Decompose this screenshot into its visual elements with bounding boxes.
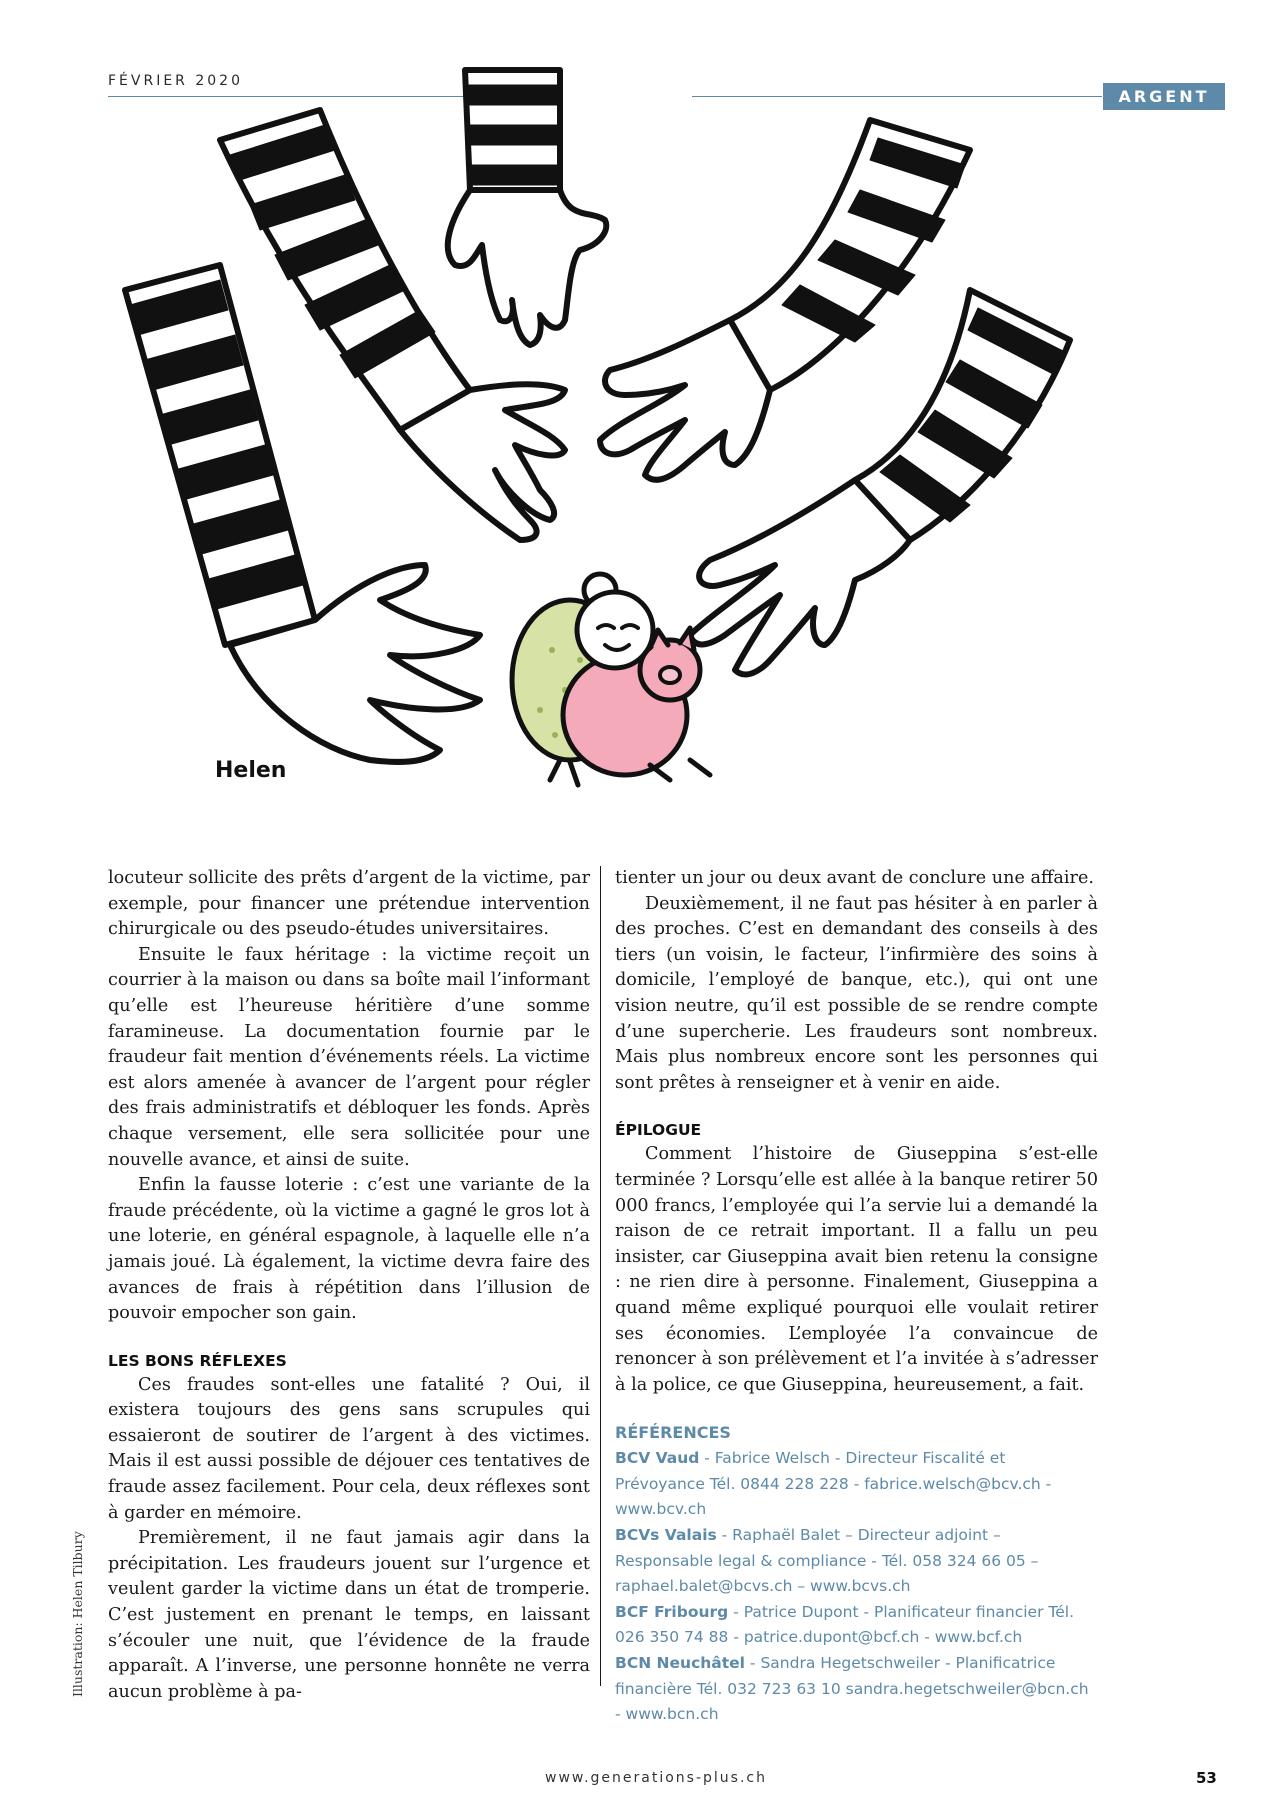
references-title: RÉFÉRENCES	[615, 1423, 731, 1443]
illustrator-signature: Helen	[215, 758, 287, 783]
left-paragraph-2: Ensuite le faux héritage : la victime reçoit un courrier à la maison ou dans sa boîte mail l’informant qu’elle est l’heureuse héritière d’une somme faramineuse. La documentation fournie par le fraudeur fait mention d’événements réels. La victime est alors amenée à avancer de l’argent pour régler des frais administratifs et débloquer les fonds. Après chaque versement, elle sera sollicitée pour une nouvelle avance, et ainsi de suite.	[108, 944, 590, 1170]
illustration-credit: Illustration: Helen Tilbury	[70, 1531, 85, 1697]
reference-item: BCF Fribourg - Patrice Dupont - Planificateur financier Tél. 026 350 74 88 - patrice.dupont@bcf.ch - www.bcf.ch	[615, 1602, 1074, 1647]
article-left-column	[108, 866, 590, 1705]
striped-arm-top	[465, 70, 560, 190]
hand-top	[448, 190, 606, 345]
right-paragraph-3: Comment l’histoire de Giuseppina s’est-elle terminée ? Lorsqu’elle est allée à la banque retirer 50 000 francs, l’employée qui l’a servie lui a demandé la raison de ce retrait important. Il a fallu un peu insister, car Giuseppina avait bien retenu la consigne : ne rien dire à personne. Finalement, Giuseppina a quand même expliqué pourquoi elle voulait retirer ses économies. L’employée l’a convaincue de renoncer à son prélèvement et l’a invitée à s’adresser à la police, ce que Giuseppina, heureusement, a fait.	[615, 1144, 1099, 1395]
hands-illustration	[110, 60, 1210, 840]
heading-bons-reflexes: LES BONS RÉFLEXES	[108, 1351, 287, 1370]
article-right-column	[615, 866, 1098, 1728]
hand-far-right	[690, 480, 910, 674]
reference-item: BCN Neuchâtel - Sandra Hegetschweiler - Planificatrice financière Tél. 032 723 63 10 sandra.hegetschweiler@bcn.ch - www.bcn.ch	[615, 1654, 1089, 1724]
left-paragraph-5: Premièrement, il ne faut jamais agir dans la précipitation. Les fraudeurs jouent sur l’urgence et veulent garder la victime dans un état de tromperie. C’est justement en prenant le temps, en laissant s’écouler une nuit, que l’évidence de la fraude apparaît. A l’inverse, une personne honnête ne verra aucun problème à pa-	[108, 1528, 590, 1702]
right-paragraph-1: tienter un jour ou deux avant de conclure une affaire.	[615, 868, 1094, 888]
issue-date: FÉVRIER 2020	[108, 73, 243, 89]
left-paragraph-3: Enfin la fausse loterie : c’est une variante de la fraude précédente, où la victime a gagné le gros lot à une loterie, en général espagnole, à laquelle elle n’a jamais joué. Là également, la victime devra faire des avances de frais à répétition dans l’illusion de pouvoir empocher son gain.	[108, 1175, 590, 1324]
column-divider	[600, 866, 601, 1686]
heading-epilogue: ÉPILOGUE	[615, 1121, 702, 1140]
section-tag: ARGENT	[1103, 83, 1225, 110]
page-number: 53	[1196, 1769, 1217, 1787]
footer-url[interactable]: www.generations-plus.ch	[545, 1770, 767, 1786]
striped-arm-right	[730, 120, 970, 390]
reference-item: BCVs Valais - Raphaël Balet – Directeur adjoint – Responsable legal & compliance - Tél. 058 324 66 05 – raphael.balet@bcvs.ch – www.bcvs.ch	[615, 1526, 1039, 1596]
left-paragraph-4: Ces fraudes sont-elles une fatalité ? Oui, il existera toujours des gens sans scrupules qui essaieront de soutirer de l’argent à des victimes. Mais il est aussi possible de déjouer ces tentatives de fraude assez facilement. Pour cela, deux réflexes sont à garder en mémoire.	[108, 1374, 590, 1523]
right-paragraph-2: Deuxièmement, il ne faut pas hésiter à en parler à des proches. C’est en demandant des conseils à des tiers (un voisin, le facteur, l’infirmière des soins à domicile, l’employé de banque, etc.), qui ont une vision neutre, qu’il est possible de se rendre compte d’une supercherie. Les fraudeurs sont nombreux. Mais plus nombreux encore sont les personnes qui sont prêtes à renseigner et à venir en aide.	[615, 893, 1098, 1093]
left-paragraph-1: locuteur sollicite des prêts d’argent de la victime, par exemple, pour financer une prétendue intervention chirurgicale ou des pseudo-études universitaires.	[108, 868, 590, 940]
reference-item: BCV Vaud - Fabrice Welsch - Directeur Fiscalité et Prévoyance Tél. 0844 228 228 - fabrice.welsch@bcv.ch - www.bcv.ch	[615, 1449, 1052, 1519]
references-list	[615, 1446, 1098, 1728]
hand-right	[600, 320, 770, 480]
striped-arm-far-right	[855, 290, 1070, 540]
striped-arm-left	[125, 265, 315, 645]
striped-arm-left-center	[220, 110, 470, 430]
woman-with-piglet	[512, 574, 710, 785]
